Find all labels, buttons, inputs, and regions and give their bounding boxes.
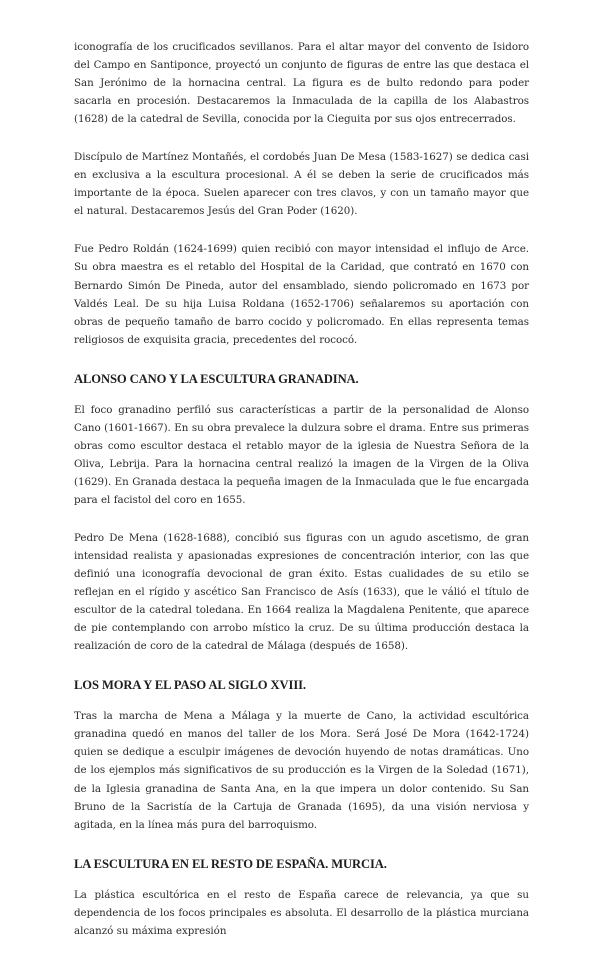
paragraph-montanes-works: iconografía de los crucificados sevillanos. Para el altar mayor del convento de Isidoro del Campo en Santiponce, proyectó un conjunto de figuras de entre las que destaca el San Jerónimo de la hornacina central. La figura es de bulto redondo para poder sacarla en procesión. Destacaremos la Inmaculada de la capilla de los Alabastros (1628) de la catedral de Sevilla, conocida por la Cieguita por sus ojos entrecerrados. <box>74 41 529 126</box>
paragraph-pedro-de-mena: Pedro De Mena (1628-1688), concibió sus figuras con un agudo ascetismo, de gran intensidad realista y apasionadas expresiones de concentración interior, con las que definió una iconografía devocional de gran éxito. Estas cualidades de su etilo se reflejan en el rígido y ascético San Francisco de Asís (1633), que le válió el título de escultor de la catedral toledana. En 1664 realiza la Magdalena Penitente, que aparece de pie contemplando con arrobo místico la cruz. De su última producción destaca la realización de coro de la catedral de Málaga (después de 1658). <box>74 531 529 653</box>
paragraph-pedro-roldan: Fue Pedro Roldán (1624-1699) quien recibió con mayor intensidad el influjo de Arce. Su obra maestra es el retablo del Hospital de la Caridad, que contrató en 1670 con Bernardo Simón De Pineda, autor del ensamblado, siendo policromado en 1673 por Valdés Leal. De su hija Luisa Roldana (1652-1706) señalaremos su aportación con obras de pequeño tamaño de barro cocido y policromado. En ellas representa temas religiosos de exquisita gracia, precedentes del rococó. <box>74 243 529 346</box>
document-page <box>74 38 529 960</box>
paragraph-jose-de-mora: Tras la marcha de Mena a Málaga y la muerte de Cano, la actividad escultórica granadina quedó en manos del taller de los Mora. Será José De Mora (1642-1724) quien se dedique a esculpir imágenes de devoción huyendo de notas dramáticas. Uno de los ejemplos más significativos de su producción es la Virgen de la Soledad (1671), de la Iglesia granadina de Santa Ana, en la que impera un dolor contenido. Su San Bruno de la Sacristía de la Cartuja de Granada (1695), da una visión nerviosa y agitada, en la línea más pura del barroquismo. <box>74 710 529 831</box>
paragraph-murcia: La plástica escultórica en el resto de España carece de relevancia, ya que su dependencia de los focos principales es absoluta. El desarrollo de la plástica murciana alcanzó su máxima expresión <box>74 888 529 937</box>
paragraph-juan-de-mesa: Discípulo de Martínez Montañés, el cordobés Juan De Mesa (1583-1627) se dedica casi en exclusiva a la escultura procesional. A él se deben la serie de crucificados más importante de la época. Suelen aparecer con tres clavos, y con un tamaño mayor que el natural. Destacaremos Jesús del Gran Poder (1620). <box>74 151 529 218</box>
heading-alonso-cano: ALONSO CANO Y LA ESCULTURA GRANADINA. <box>74 371 359 386</box>
paragraph-alonso-cano: El foco granadino perfiló sus características a partir de la personalidad de Alonso Cano (1601-1667). En su obra prevalece la dulzura sobre el drama. Entre sus primeras obras como escultor destaca el retablo mayor de la iglesia de Nuestra Señora de la Oliva, Lebrija. Para la hornacina central realizó la imagen de la Virgen de la Oliva (1629). En Granada destaca la pequeña imagen de la Inmaculada que le fue encargada para el facistol del coro en 1655. <box>74 403 529 506</box>
heading-murcia: LA ESCULTURA EN EL RESTO DE ESPAÑA. MURCIA. <box>74 856 387 871</box>
heading-los-mora: LOS MORA Y EL PASO AL SIGLO XVIII. <box>74 678 306 693</box>
